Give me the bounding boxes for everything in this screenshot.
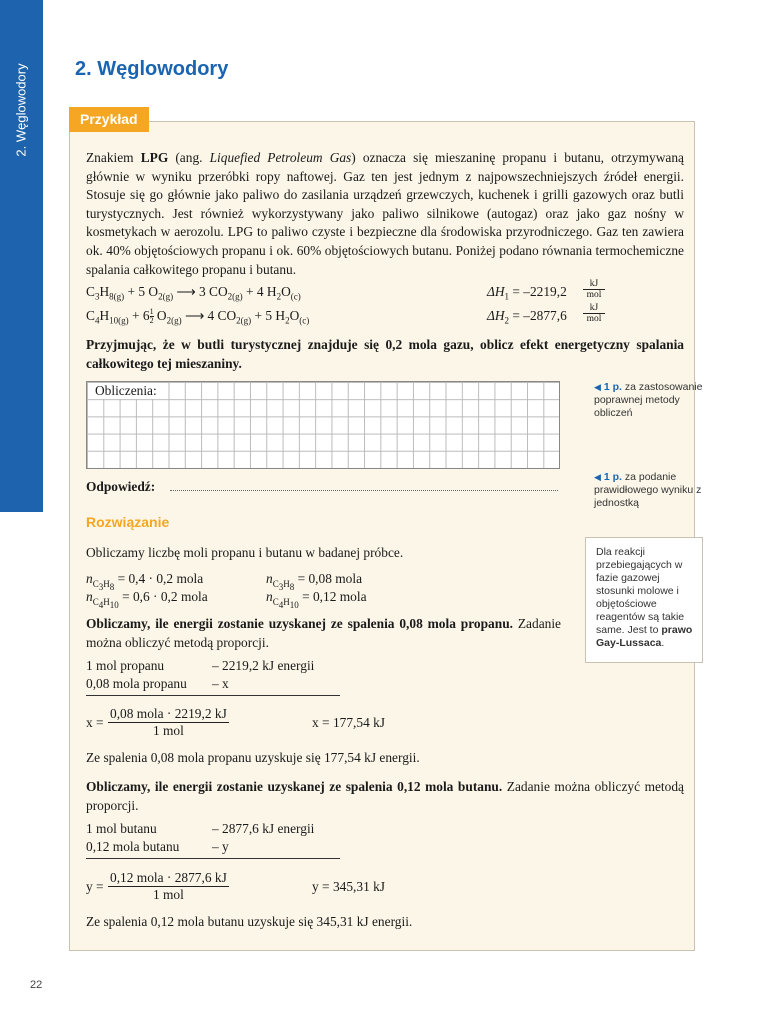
prop1-divider	[86, 695, 340, 696]
moles-butane-result: $n_{C_4H_{10}} = 0,12$ mola	[266, 589, 367, 610]
prop2-line1-right: – 2877,6 kJ energii	[212, 821, 315, 836]
prop1-x-eq: x =	[86, 715, 104, 730]
prop1-line1-left: 1 mol propanu	[86, 658, 165, 673]
solution-step1: Obliczamy liczbę moli propanu i butanu w badanej próbce.	[86, 545, 404, 560]
moles-propane-result: $n_{C_3H_8} = 0,08$ mola	[266, 571, 363, 592]
page-title: 2. Węglowodory	[75, 58, 229, 80]
sidenote-text: Dla reakcji przebiegających w fazie gazowej stosunki molowe i objętościowe reagentów są takie same. Jest to prawo Gay-Lussaca.	[596, 546, 693, 649]
prop1-line2-left: 0,08 mola propanu	[86, 676, 187, 691]
prop2-y-eq: y =	[86, 879, 104, 894]
dh2-value: $\Delta H_2 = -2877,6$	[487, 308, 567, 326]
answer-label: Odpowiedź:	[86, 479, 156, 494]
solution-title: Rozwiązanie	[86, 514, 170, 530]
prop1-line2-right: – x	[212, 676, 229, 691]
conclusion-propane: Ze spalenia 0,08 mola propanu uzyskuje się 177,54 kJ energii.	[86, 750, 420, 765]
solution-step3: Obliczamy, ile energii zostanie uzyskanej ze spalenia 0,12 mola butanu. Zadanie można obliczyć metodą proporcji.	[86, 779, 684, 813]
scoring-note-method: ◀ 1 p. za zastosowanie poprawnej metody obliczeń	[594, 381, 703, 419]
answer-line[interactable]	[170, 490, 558, 491]
calculation-label: Obliczenia:	[91, 383, 161, 399]
prop2-line2-right: – y	[212, 839, 229, 854]
prop2-line1-left: 1 mol butanu	[86, 821, 157, 836]
page-number: 22	[30, 979, 43, 991]
calculation-grid[interactable]	[86, 381, 560, 469]
dh1-unit: kJ mol	[583, 279, 605, 300]
prop2-fraction: 0,12 mola · 2877,6 kJ 1 mol	[110, 870, 227, 902]
triangle-left-icon: ◀	[594, 472, 601, 482]
prop1-fraction: 0,08 mola · 2219,2 kJ 1 mol	[110, 706, 227, 738]
moles-butane: $n_{C_4H_{10}} = 0,6 \cdot 0,2$ mola	[86, 589, 208, 610]
intro-paragraph: Znakiem LPG (ang. Liquefied Petroleum Gas) oznacza się mieszaninę propanu i butanu, otrzymywaną głównie w wyniku przeróbki ropy naftowej. Gaz ten jest jednym z najpowszechniejszych źródeł energii. Stosuje się go głównie jako paliwo do zasilania urządzeń grzewczych, kuchenek i grilli gazowych oraz butli turystycznych. Jest również wykorzystywany jako paliwo silnikowe (autogaz) oraz jako gaz nośny w kosmetykach w aerozolu. LPG to paliwo czyste i bezpieczne dla środowiska przyrodniczego. Gaz ten zawiera ok. 40% objętościowych propanu i ok. 60% objętościowych butanu. Poniżej podano równania termochemiczne spalania całkowitego propanu i butanu.	[86, 150, 684, 277]
prop1-line1-right: – 2219,2 kJ energii	[212, 658, 315, 673]
task-text: Przyjmując, że w butli turystycznej znajduje się 0,2 mola gazu, oblicz efekt energetyczny spalania całkowitego tej mieszaniny.	[86, 337, 684, 371]
propane-equation: $C_3H_{8(g)} + 5$ $O_{2(g)}$ ⟶ 3 $CO_{2(g)} + 4$ $H_2O_{(c)}$	[86, 284, 301, 302]
example-label: Przykład	[69, 107, 149, 132]
prop2-divider	[86, 858, 340, 859]
gay-lussac-note	[585, 537, 703, 663]
moles-propane: $n_{C_3H_8} = 0,4 \cdot 0,2$ mola	[86, 571, 204, 592]
prop2-result: y = 345,31 kJ	[312, 879, 386, 894]
sidebar-chapter-label: 2. Węglowodory	[13, 63, 29, 157]
prop2-line2-left: 0,12 mola butanu	[86, 839, 180, 854]
dh2-unit: kJ mol	[583, 303, 605, 324]
butane-equation: $C_4H_{10(g)} + 6$ $\frac{1}{2}$ $O_{2(g)}$ ⟶ 4 $CO_{2(g)} + 5$ $H_2O_{(c)}$	[86, 307, 310, 326]
prop1-result: x = 177,54 kJ	[312, 715, 386, 730]
scoring-note-result: ◀ 1 p. za podanie prawidłowego wyniku z jednostką	[594, 471, 702, 509]
triangle-left-icon: ◀	[594, 382, 601, 392]
solution-step2: Obliczamy, ile energii zostanie uzyskanej ze spalenia 0,08 mola propanu. Zadanie można obliczyć metodą proporcji.	[86, 616, 561, 650]
conclusion-butane: Ze spalenia 0,12 mola butanu uzyskuje się 345,31 kJ energii.	[86, 914, 413, 929]
dh1-value: $\Delta H_1 = -2219,2$	[487, 284, 567, 302]
chapter-sidebar	[0, 0, 43, 512]
